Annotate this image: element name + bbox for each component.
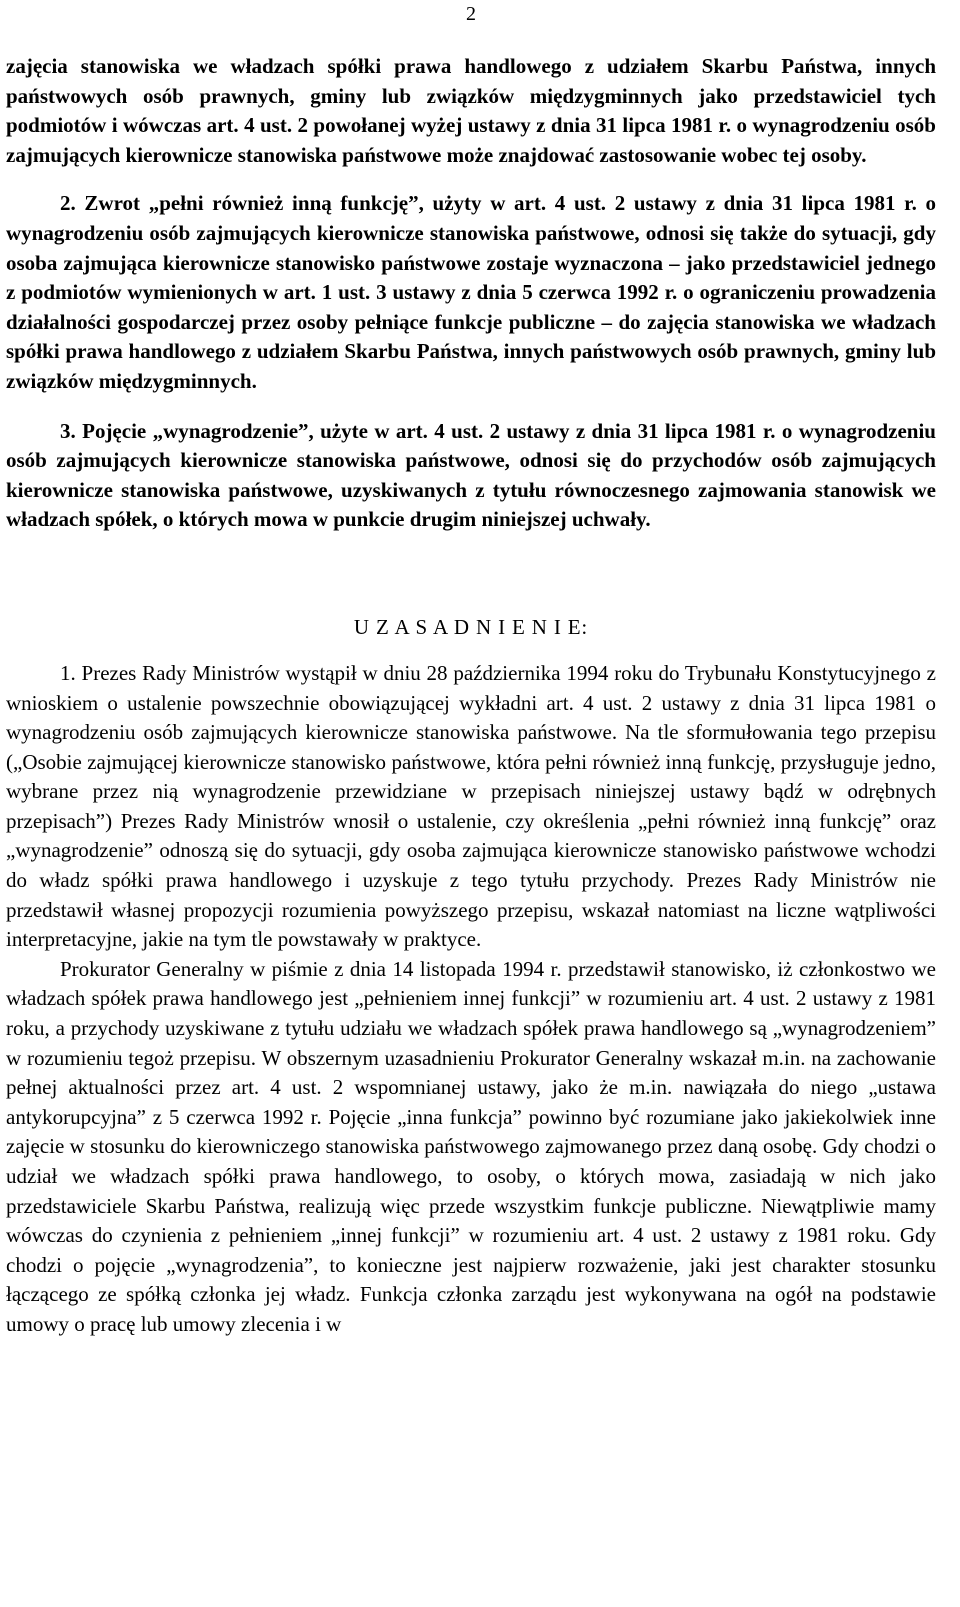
justification-paragraph-1: 1. Prezes Rady Ministrów wystąpił w dniu 28 października 1994 roku do Trybunału Konstytucyjnego z wnioskiem o ustalenie powszechnie obowiązującej wykładni art. 4 ust. 2 ustawy z dnia 31 lipca 1981 o wynagrodzeniu osób zajmujących kierownicze stanowiska państwowe. Na tle sformułowania tego przepisu („Osobie zajmującej kierownicze stanowisko państwowe, która pełni również inną funkcję, przysługuje jedno, wybrane przez nią wynagrodzenie przewidziane w przepisach niniejszej ustawy bądź w odrębnych przepisach”) Prezes Rady Ministrów wnosił o ustalenie, czy określenia „pełni również inną funkcję” oraz „wynagrodzenie” odnoszą się do sytuacji, gdy osoba zajmująca kierownicze stanowisko państwowe wchodzi do władz spółki prawa handlowego i uzyskuje z tego tytułu przychody. Prezes Rady Ministrów nie przedstawił własnej propozycji rozumienia powyższego przepisu, wskazał natomiast na liczne wątpliwości interpretacyjne, jakie na tym tle powstawały w praktyce. xyxy=(6,660,936,952)
resolution-point-3: 3. Pojęcie „wynagrodzenie”, użyte w art. 4 ust. 2 ustawy z dnia 31 lipca 1981 r. o wynagrodzeniu osób zajmujących kierownicze stanowiska państwowe, odnosi się do przychodów osób zajmujących kierownicze stanowiska państwowe, uzyskiwanych z tytułu równoczesnego zajmowania stanowisk we władzach spółek, o których mowa w punkcie drugim niniejszej uchwały. xyxy=(6,418,936,532)
document-body xyxy=(6,52,936,1340)
resolution-point-2: 2. Zwrot „pełni również inną funkcję”, użyty w art. 4 ust. 2 ustawy z dnia 31 lipca 1981 r. o wynagrodzeniu osób zajmujących kierownicze stanowiska państwowe, odnosi się także do sytuacji, gdy osoba zajmująca kierownicze stanowisko państwowe zostaje wyznaczona – jako przedstawiciel jednego z podmiotów wymienionych w art. 1 ust. 3 ustawy z dnia 5 czerwca 1992 r. o ograniczeniu prowadzenia działalności gospodarczej przez osoby pełniące funkcje publiczne – do zajęcia stanowiska we władzach spółki prawa handlowego z udziałem Skarbu Państwa, innych państwowych osób prawnych, gminy lub związków międzygminnych. xyxy=(6,191,936,393)
page-number: 2 xyxy=(466,3,476,25)
justification-heading: U Z A S A D N I E N I E: xyxy=(353,614,589,639)
resolution-point-1-continuation: zajęcia stanowiska we władzach spółki prawa handlowego z udziałem Skarbu Państwa, innych państwowych osób prawnych, gminy lub związków międzygminnych jako przedstawiciel tych podmiotów i wówczas art. 4 ust. 2 powołanej wyżej ustawy z dnia 31 lipca 1981 r. o wynagrodzeniu osób zajmujących kierownicze stanowiska państwowe może znajdować zastosowanie wobec tej osoby. xyxy=(6,54,936,167)
justification-paragraph-2: Prokurator Generalny w piśmie z dnia 14 listopada 1994 r. przedstawił stanowisko, iż członkostwo we władzach spółek prawa handlowego jest „pełnieniem innej funkcji” w rozumieniu art. 4 ust. 2 ustawy z 1981 roku, a przychody uzyskiwane z tytułu udziału we władzach spółek prawa handlowego są „wynagrodzeniem” w rozumieniu tegoż przepisu. W obszernym uzasadnieniu Prokurator Generalny wskazał m.in. na zachowanie pełnej aktualności przez art. 4 ust. 2 wspomnianej ustawy, jako że m.in. nawiązała do niego „ustawa antykorupcyjna” z 5 czerwca 1992 r. Pojęcie „inna funkcja” powinno być rozumiane jako jakiekolwiek inne zajęcie w stosunku do kierowniczego stanowiska państwowego zajmowanego przez daną osobę. Gdy chodzi o udział we władzach spółki prawa handlowego, to osoby, o których mowa, zasiadają w nich jako przedstawiciele Skarbu Państwa, realizują więc przede wszystkim funkcje publiczne. Niewątpliwie mamy wówczas do czynienia z pełnieniem „innej funkcji” w rozumieniu art. 4 ust. 2 ustawy z 1981 roku. Gdy chodzi o pojęcie „wynagrodzenia”, to konieczne jest najpierw rozważenie, jaki jest charakter stosunku łączącego ze spółką członka jej władz. Funkcja członka zarządu jest wykonywana na ogół na podstawie umowy o pracę lub umowy zlecenia i w xyxy=(6,956,936,1336)
